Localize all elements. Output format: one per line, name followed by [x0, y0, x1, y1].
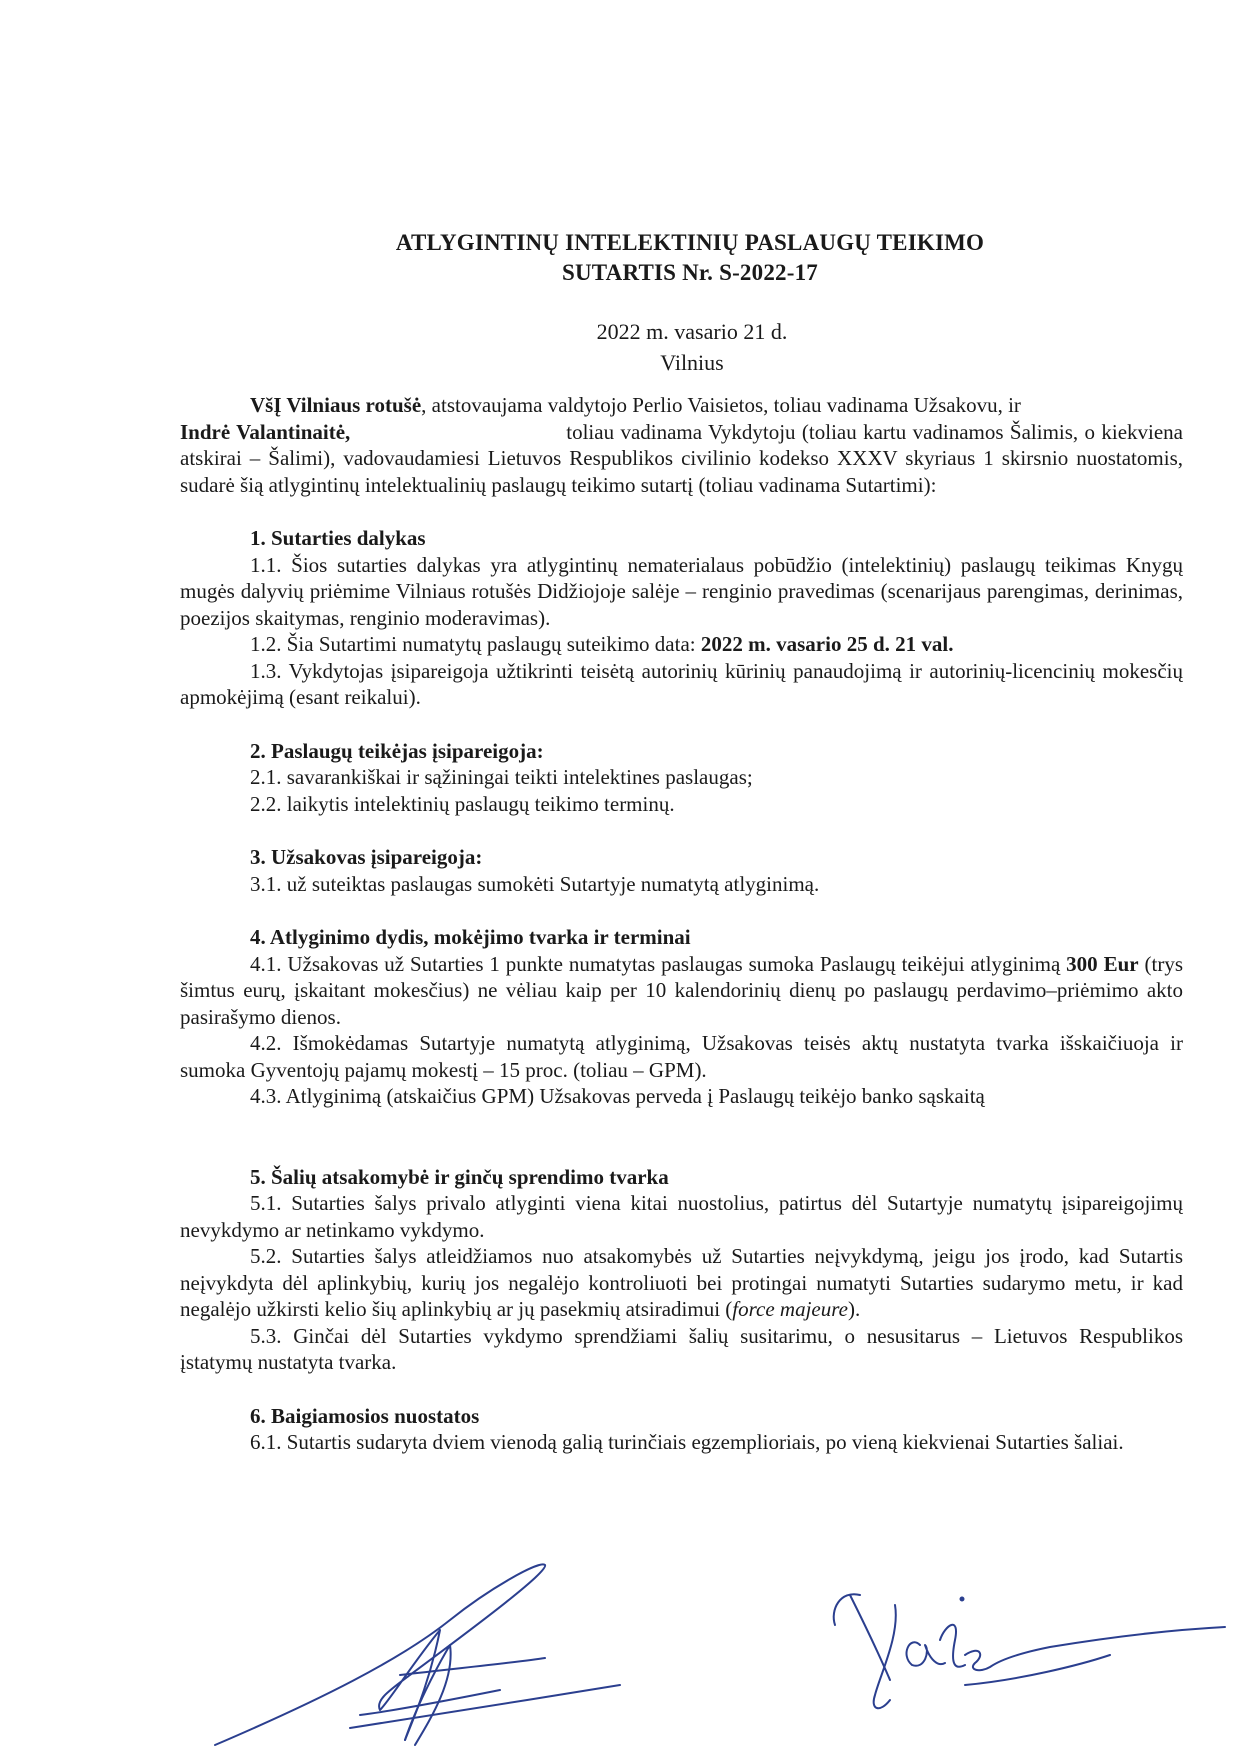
- section-6-heading: 6. Baigiamosios nuostatos: [250, 1403, 480, 1428]
- customer-signature: [200, 1550, 670, 1750]
- item-1-1: 1.1. Šios sutarties dalykas yra atlygintinų nematerialaus pobūdžio (intelektinių) paslaugų teikimas Knygų mugės dalyvių priėmime Vilniaus rotušės Didžiojoje salėje – renginio pravedimas (scenarijaus parengimas, derinimas, poezijos skaitymas, renginio moderavimas).: [180, 552, 1183, 630]
- item-4-1-text-1: 4.1. Užsakovas už Sutarties 1 punkte numatytas paslaugas sumoka Paslaugų teikėjui atlyginimą: [250, 951, 1067, 976]
- item-1-3: 1.3. Vykdytojas įsipareigoja užtikrinti teisėtą autorinių kūrinių panaudojimą ir autorinių-licencinių mokesčių apmokėjimą (esant reikalui).: [180, 658, 1183, 709]
- item-4-2: 4.2. Išmokėdamas Sutartyje numatytą atlyginimą, Užsakovas teisės aktų nustatyta tvarka išskaičiuoja ir sumoka Gyventojų pajamų mokestį – 15 proc. (toliau – GPM).: [180, 1031, 1183, 1082]
- item-1-2: [180, 631, 1183, 658]
- party-customer: VšĮ Vilniaus rotušė: [250, 393, 422, 417]
- contract-body: [180, 392, 1183, 1456]
- contract-date: 2022 m. vasario 21 d.: [596, 319, 788, 344]
- party-contractor: Indrė Valantinaitė,: [180, 419, 351, 444]
- item-4-1-text-2: (trys šimtus eurų, įskaitant mokesčius) ne vėliau kaip per 10 kalendorinių dienų po paslaugų perdavimo–priėmimo akto pasirašymo dienos.: [180, 951, 1183, 1029]
- document-title: [0, 228, 1240, 288]
- item-3-1: 3.1. už suteiktas paslaugas sumokėti Sutartyje numatytą atlyginimą.: [250, 871, 820, 896]
- section-2-heading: 2. Paslaugų teikėjas įsipareigoja:: [250, 738, 544, 763]
- section-5-heading: 5. Šalių atsakomybė ir ginčų sprendimo tvarka: [250, 1164, 669, 1189]
- section-1-heading: 1. Sutarties dalykas: [250, 526, 426, 550]
- item-5-2-end: ).: [847, 1297, 861, 1321]
- section-4-heading: 4. Atlyginimo dydis, mokėjimo tvarka ir terminai: [250, 925, 691, 949]
- fee-amount: 300 Eur: [1066, 951, 1139, 976]
- item-5-3: 5.3. Ginčai dėl Sutarties vykdymo sprendžiami šalių susitarimu, o nesusitarus – Lietuvos Respublikos įstatymų nustatyta tvarka.: [180, 1323, 1183, 1374]
- contractor-signature: [820, 1585, 1230, 1735]
- preamble-text-1: , atstovaujama valdytojo Perlio Vaisietos, toliau vadinama Užsakovu, ir: [421, 393, 1021, 417]
- item-4-1: [180, 951, 1183, 1031]
- item-1-2-text: 1.2. Šia Sutartimi numatytų paslaugų suteikimo data:: [250, 632, 701, 656]
- preamble-text-2: toliau vadinama Vykdytoju (toliau kartu vadinamos Šalimis, o kiekviena atskirai – Šalimi), vadovaudamiesi Lietuvos Respublikos civilinio kodekso XXXV skyriaus 1 skirsnio nuostatomis, sudarė šią atlygintinų intelektualinių paslaugų teikimo sutartį (toliau vadinama Sutartimi):: [180, 419, 1184, 497]
- contract-place: Vilnius: [660, 350, 724, 375]
- item-6-1: 6.1. Sutartis sudaryta dviem vienodą galią turinčiais egzemplioriais, po vieną kiekvienai Sutarties šaliai.: [250, 1430, 1124, 1454]
- force-majeure: force majeure: [732, 1297, 848, 1321]
- item-2-1: 2.1. savarankiškai ir sąžiningai teikti intelektines paslaugas;: [250, 765, 753, 789]
- date-place-block: [0, 316, 1240, 378]
- service-date: 2022 m. vasario 25 d. 21 val.: [700, 632, 954, 656]
- item-2-2: 2.2. laikytis intelektinių paslaugų teikimo terminų.: [250, 791, 675, 816]
- preamble: [180, 392, 1183, 498]
- title-line-2: SUTARTIS Nr. S-2022-17: [562, 260, 818, 285]
- section-3-heading: 3. Užsakovas įsipareigoja:: [250, 845, 483, 869]
- item-5-2: [180, 1243, 1183, 1323]
- item-5-1: 5.1. Sutarties šalys privalo atlyginti viena kitai nuostolius, patirtus dėl Sutartyje numatytų įsipareigojimų nevykdymo ar netinkamo vykdymo.: [180, 1191, 1183, 1242]
- item-4-3: 4.3. Atlyginimą (atskaičius GPM) Užsakovas perveda į Paslaugų teikėjo banko sąskaitą: [250, 1084, 985, 1108]
- title-line-1: ATLYGINTINŲ INTELEKTINIŲ PASLAUGŲ TEIKIMO: [395, 230, 985, 255]
- item-5-2-text: 5.2. Sutarties šalys atleidžiamos nuo atsakomybės už Sutarties neįvykdymą, jeigu jos įrodo, kad Sutartis neįvykdyta dėl aplinkybių, kurių jos negalėjo kontroliuoti bei protingai numatyti Sutarties sudarymo metu, ir kad negalėjo užkirsti kelio šių aplinkybių ar jų pasekmių atsiradimui (: [180, 1244, 1183, 1321]
